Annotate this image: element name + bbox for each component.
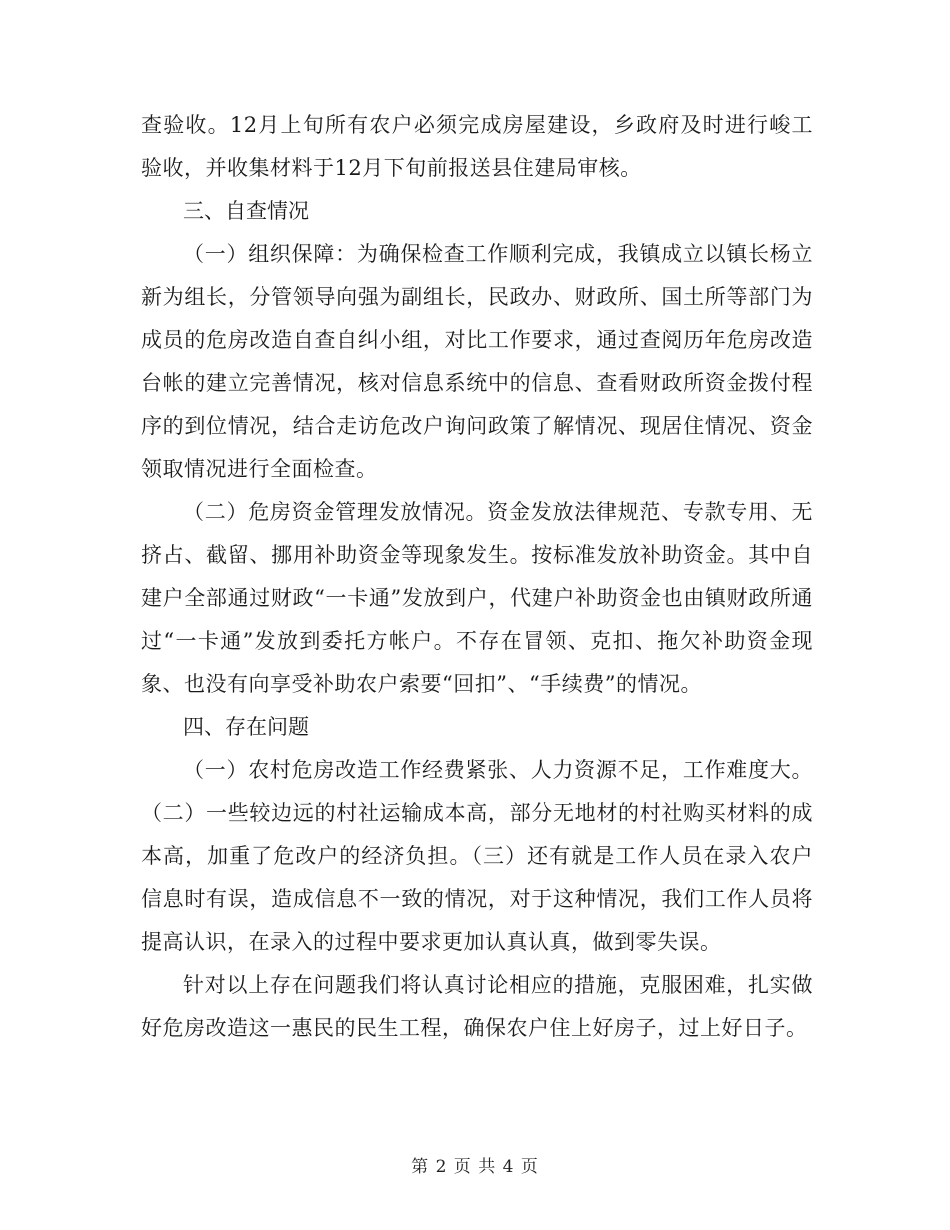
paragraph-conclusion: 针对以上存在问题我们将认真讨论相应的措施，克服困难，扎实做好危房改造这一惠民的民生工程，确保农户住上好房子，过上好日子。 bbox=[141, 973, 813, 1040]
section-heading-problems: 四、存在问题 bbox=[183, 715, 309, 739]
section-heading-self-check: 三、自查情况 bbox=[183, 199, 309, 223]
paragraph-intro: 查验收。12月上旬所有农户必须完成房屋建设，乡政府及时进行峻工验收，并收集材料于12月下旬前报送县住建局审核。 bbox=[141, 113, 813, 180]
document-body bbox=[141, 104, 813, 1050]
page-footer: 第 2 页 共 4 页 bbox=[411, 1157, 539, 1177]
paragraph-organization: （一）组织保障：为确保检查工作顺利完成，我镇成立以镇长杨立新为组长，分管领导向强为副组长，民政办、财政所、国土所等部门为成员的危房改造自查自纠小组，对比工作要求，通过查阅历年危房改造台帐的建立完善情况，核对信息系统中的信息、查看财政所资金拨付程序的到位情况，结合走访危改户询问政策了解情况、现居住情况、资金领取情况进行全面检查。 bbox=[141, 242, 813, 481]
paragraph-problems: （一）农村危房改造工作经费紧张、人力资源不足，工作难度大。（二）一些较边远的村社运输成本高，部分无地材的村社购买材料的成本高，加重了危改户的经济负担。（三）还有就是工作人员在录入农户信息时有误，造成信息不一致的情况，对于这种情况，我们工作人员将提高认识，在录入的过程中要求更加认真认真，做到零失误。 bbox=[141, 758, 813, 954]
paragraph-funds-management: （二）危房资金管理发放情况。资金发放法律规范、专款专用、无挤占、截留、挪用补助资金等现象发生。按标准发放补助资金。其中自建户全部通过财政“一卡通”发放到户，代建户补助资金也由镇财政所通过“一卡通”发放到委托方帐户。不存在冒领、克扣、拖欠补助资金现象、也没有向享受补助农户索要“回扣”、“手续费”的情况。 bbox=[141, 500, 813, 696]
